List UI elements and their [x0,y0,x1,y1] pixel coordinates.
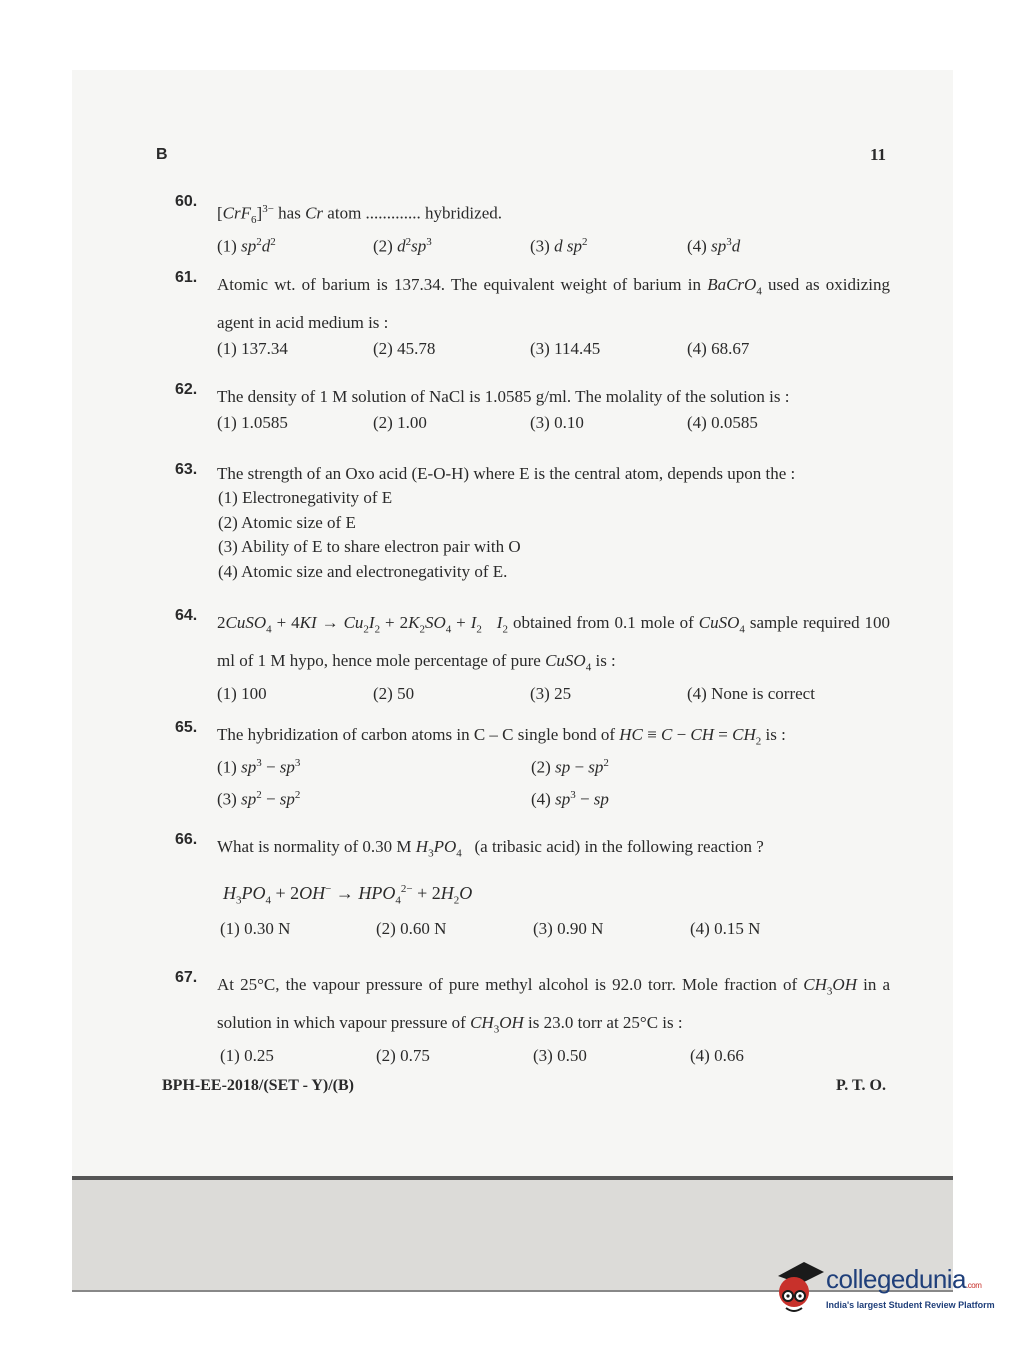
question-67 [175,969,890,1076]
question-63 [175,461,890,584]
option-3: (3) 25 [530,683,572,703]
options [218,486,890,584]
option-1: (1) 1.0585 [217,413,288,432]
option-1: (1) 137.34 [217,339,288,359]
mascot-icon [770,1258,826,1322]
option-4: (4) 0.0585 [687,413,758,432]
question-number: 64. [175,607,198,624]
options [217,684,890,714]
question-number: 62. [175,381,198,398]
option-2: (2) 50 [373,683,415,703]
option-4: (4) Atomic size and electronegativity of E. [218,561,508,581]
option-2: (2) Atomic size of E [218,512,356,532]
question-text: The density of 1 M solution of NaCl is 1.0585 g/ml. The molality of the solution is : [217,387,790,406]
section-label: B [156,146,168,163]
question-number: 60. [175,193,198,210]
option-1: (1) $sp^2d^2$ [217,236,276,256]
option-3: (3) $sp^2 - sp^2$ [217,789,301,810]
option-3: (3) 0.50 [533,1045,587,1065]
option-3: (3) 0.10 [530,413,584,432]
option-2: (2) 45.78 [373,339,436,359]
reaction-equation: $H_3PO_4 + 2OH^- \to HPO_4^{2-} + 2H_2O$ [223,883,473,907]
option-1: (1) 100 [217,683,267,703]
question-text: $[CrF_6]^{3-}$ has Cr atom ............. hybridized. [217,203,502,227]
question-66 [175,831,890,949]
question-text: What is normality of 0.30 M $H_3PO_4$ (a tribasic acid) in the following reaction ? [217,837,764,860]
options-row-2 [217,789,890,821]
question-text: 2CuSO$_4$ + $4KI \to Cu_2I_2 + 2K_2SO_4 + I_2$ $I_2$ obtained from 0.1 mole of CuSO$_4$ sample required 100 ml of 1 M hypo, hence mole percentage of pure CuSO$_4$ is : [217,613,891,674]
option-1: (1) 0.30 N [220,918,291,938]
options [217,339,890,369]
question-61 [175,269,890,369]
question-62 [175,381,890,443]
question-65 [175,719,890,821]
logo-tagline: India's largest Student Review Platform [826,1300,995,1310]
option-1: (1) Electronegativity of E [218,488,393,507]
pto-label: P. T. O. [836,1077,886,1094]
option-4: (4) $sp^3d$ [687,236,741,256]
option-3: (3) d $sp^2$ [530,236,588,256]
options [217,413,890,443]
option-2: (2) sp − $sp^2$ [531,757,609,778]
option-4: (4) 0.15 N [690,918,761,938]
question-number: 66. [175,831,198,848]
option-1: (1) $sp^3 - sp^3$ [217,757,301,778]
question-number: 67. [175,969,198,986]
question-number: 65. [175,719,198,736]
question-text: At 25°C, the vapour pressure of pure methyl alcohol is 92.0 torr. Mole fraction of $CH_3OH$ in a solution in which vapour pressure of $CH_3OH$ is 23.0 torr at 25°C is : [217,975,890,1036]
option-4: (4) 0.66 [690,1045,744,1065]
option-1: (1) 0.25 [220,1045,274,1065]
options [217,236,890,266]
options-row-1 [217,757,890,789]
question-number: 63. [175,461,198,478]
question-60 [175,193,890,266]
question-text: The strength of an Oxo acid (E-O-H) where E is the central atom, depends upon the : [217,464,796,483]
paper-code: BPH-EE-2018/(SET - Y)/(B) [162,1077,355,1094]
question-number: 61. [175,269,198,286]
option-2: (2) 0.60 N [376,918,447,938]
question-64 [175,607,890,714]
question-text: The hybridization of carbon atoms in C – C single bond of HC ≡ C − CH = $CH_2$ is : [217,725,786,748]
logo-wordmark: collegedunia.com [826,1264,982,1294]
option-4: (4) None is correct [687,683,815,703]
options [217,1046,890,1076]
option-3: (3) 0.90 N [533,918,604,938]
options [217,919,890,949]
option-2: (2) 0.75 [376,1045,430,1065]
option-3: (3) 114.45 [530,339,601,359]
collegedunia-logo [770,1258,995,1322]
page-number: 11 [870,145,887,164]
option-2: (2) 1.00 [373,413,427,432]
option-4: (4) 68.67 [687,339,750,359]
option-3: (3) Ability of E to share electron pair with O [218,537,521,556]
option-4: (4) $sp^3$ − sp [531,789,609,810]
option-2: (2) $d^2sp^3$ [373,236,432,256]
question-text: Atomic wt. of barium is 137.34. The equivalent weight of barium in BaCrO$_4$ used as oxidizing agent in acid medium is : [217,275,890,333]
